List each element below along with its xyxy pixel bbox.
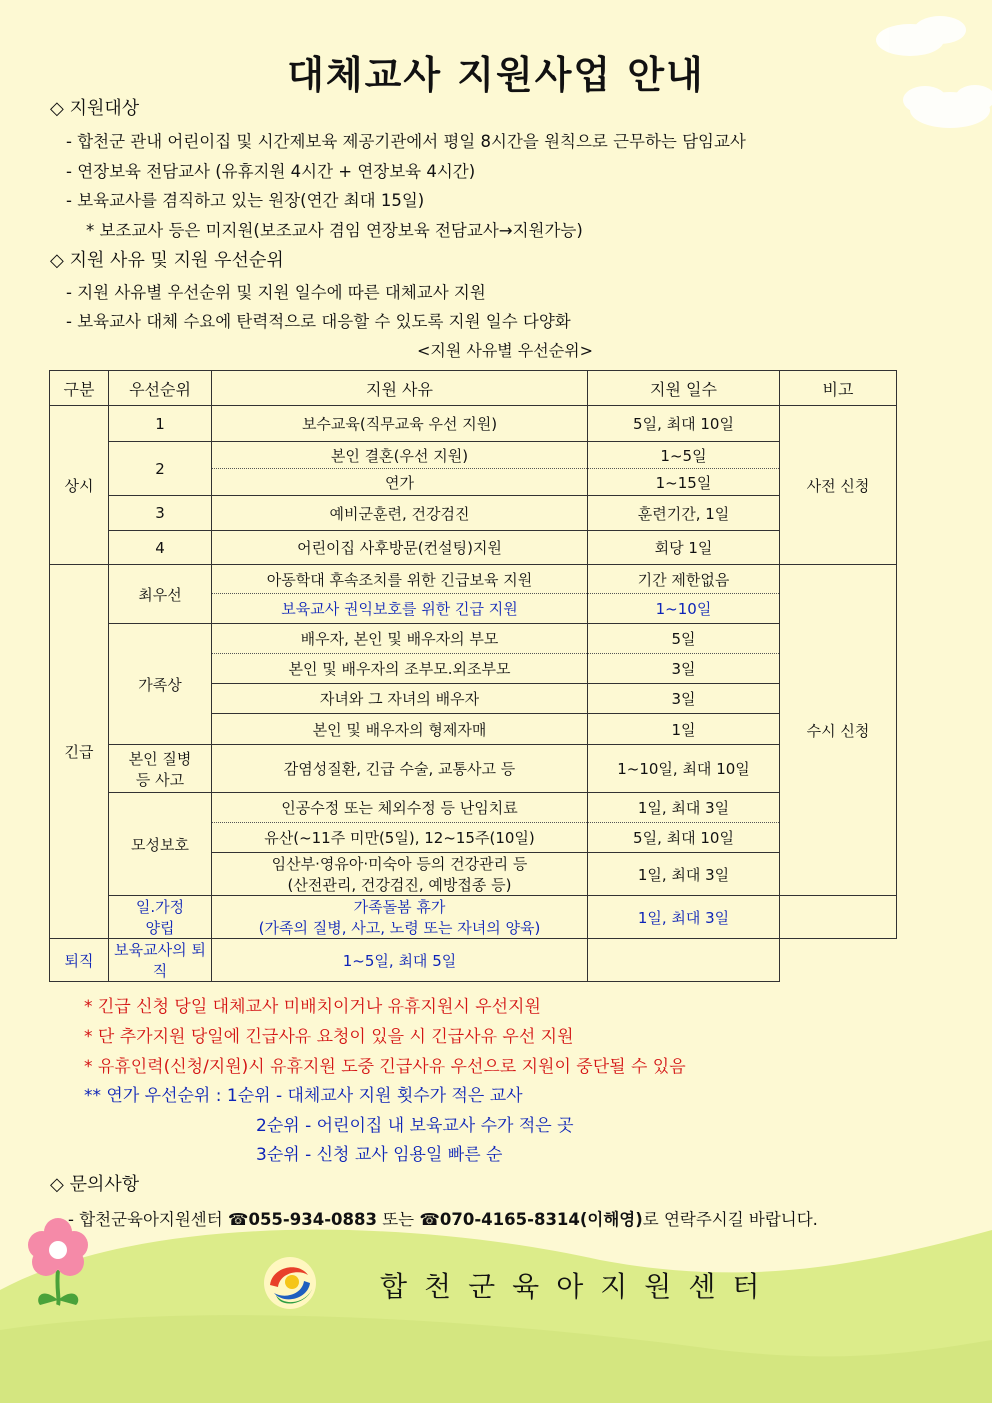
reason-cell	[212, 896, 588, 939]
logo-icon	[262, 1255, 318, 1311]
reason-cell: 아동학대 후속조치를 위한 긴급보육 지원	[212, 565, 588, 594]
contact-suffix: 로 연락주시길 바랍니다.	[642, 1210, 818, 1229]
priority-cell: 최우선	[109, 565, 212, 624]
priority-cell	[109, 896, 212, 939]
reason-cell	[212, 853, 588, 896]
note-empty	[588, 939, 780, 982]
reason-cell: 유산(~11주 미만(5일), 12~15주(10일)	[212, 823, 588, 853]
category-urgent: 긴급	[50, 565, 109, 939]
priority-cell: 가족상	[109, 624, 212, 745]
reason-line: (산전관리, 건강검진, 예방접종 등)	[287, 876, 512, 894]
notice-red: * 긴급 신청 당일 대체교사 미배치이거나 유휴지원시 우선지원	[84, 997, 541, 1017]
notice-red: * 단 추가지원 당일에 긴급사유 요청이 있을 시 긴급사유 우선 지원	[84, 1027, 574, 1047]
reason-item: - 보육교사 대체 수요에 탄력적으로 대응할 수 있도록 지원 일수 다양화	[66, 312, 571, 331]
reason-cell: 감염성질환, 긴급 수술, 교통사고 등	[212, 745, 588, 793]
contact-line	[68, 1206, 818, 1230]
target-note: * 보조교사 등은 미지원(보조교사 겸임 연장보육 전담교사→지원가능)	[86, 221, 583, 240]
target-item: - 합천군 관내 어린이집 및 시간제보육 제공기관에서 평일 8시간을 원칙으로 근무하는 담임교사	[66, 132, 746, 151]
days-cell: 1일	[588, 714, 780, 745]
header-category: 구분	[50, 371, 109, 406]
reason-cell: 배우자, 본인 및 배우자의 부모	[212, 624, 588, 654]
priority-cell: 1	[109, 406, 212, 442]
reason-cell: 연가	[212, 469, 588, 496]
reason-line: (가족의 질병, 사고, 노령 또는 자녀의 양육)	[258, 919, 541, 937]
days-cell: 1일, 최대 3일	[588, 853, 780, 896]
reason-cell: 보수교육(직무교육 우선 지원)	[212, 406, 588, 442]
header-priority: 우선순위	[109, 371, 212, 406]
reason-cell: 본인 및 배우자의 조부모.외조부모	[212, 654, 588, 684]
notice-blue: ** 연가 우선순위 : 1순위 - 대체교사 지원 횟수가 적은 교사	[84, 1086, 523, 1106]
reason-cell: 보육교사 권익보호를 위한 긴급 지원	[212, 594, 588, 624]
days-cell: 3일	[588, 684, 780, 714]
header-note: 비고	[780, 371, 897, 406]
notice-blue: 2순위 - 어린이집 내 보육교사 수가 적은 곳	[256, 1116, 574, 1136]
priority-cell: 퇴직	[50, 939, 109, 982]
table-caption: <지원 사유별 우선순위>	[416, 341, 594, 360]
footer-org-name: 합천군육아지원센터	[380, 1270, 777, 1303]
contact-prefix: - 합천군육아지원센터	[68, 1210, 228, 1229]
days-cell: 훈련기간, 1일	[588, 496, 780, 531]
days-cell: 3일	[588, 654, 780, 684]
contact-middle: 또는	[376, 1210, 420, 1229]
notice-red: * 유휴인력(신청/지원)시 유휴지원 도중 긴급사유 우선으로 지원이 중단될 수 있음	[84, 1057, 686, 1077]
priority-cell: 2	[109, 442, 212, 496]
reason-cell: 예비군훈련, 건강검진	[212, 496, 588, 531]
priority-cell: 4	[109, 531, 212, 565]
days-cell: 1~5일	[588, 442, 780, 469]
days-cell: 회당 1일	[588, 531, 780, 565]
reason-cell: 인공수정 또는 체외수정 등 난임치료	[212, 793, 588, 823]
priority-line: 등 사고	[135, 770, 185, 789]
page-title: 대체교사 지원사업 안내	[287, 53, 705, 97]
days-cell: 1~15일	[588, 469, 780, 496]
days-cell: 1일, 최대 3일	[588, 896, 780, 939]
days-cell: 1일, 최대 3일	[588, 793, 780, 823]
days-cell: 5일, 최대 10일	[588, 406, 780, 442]
target-item: - 연장보육 전담교사 (유휴지원 4시간 + 연장보육 4시간)	[66, 162, 476, 181]
reason-cell: 본인 및 배우자의 형제자매	[212, 714, 588, 745]
days-cell: 기간 제한없음	[588, 565, 780, 594]
reason-cell: 자녀와 그 자녀의 배우자	[212, 684, 588, 714]
days-cell: 5일	[588, 624, 780, 654]
reason-item: - 지원 사유별 우선순위 및 지원 일수에 따른 대체교사 지원	[66, 283, 486, 302]
priority-line: 일.가정	[135, 898, 185, 916]
days-cell: 5일, 최대 10일	[588, 823, 780, 853]
header-reason: 지원 사유	[212, 371, 588, 406]
priority-line: 양립	[145, 919, 175, 937]
section-contact-heading: ◇ 문의사항	[50, 1174, 140, 1195]
phone-number[interactable]: ☎070-4165-8314(이해영)	[419, 1210, 643, 1229]
header-days: 지원 일수	[588, 371, 780, 406]
priority-table	[49, 370, 897, 982]
reason-cell: 어린이집 사후방문(컨설팅)지원	[212, 531, 588, 565]
reason-cell: 본인 결혼(우선 지원)	[212, 442, 588, 469]
days-cell: 1~5일, 최대 5일	[212, 939, 588, 982]
reason-cell: 보육교사의 퇴직	[109, 939, 212, 982]
section-reason-heading: ◇ 지원 사유 및 지원 우선순위	[50, 250, 284, 271]
notice-blue: 3순위 - 신청 교사 임용일 빠른 순	[256, 1145, 503, 1165]
priority-cell: 3	[109, 496, 212, 531]
category-regular: 상시	[50, 406, 109, 565]
priority-cell: 모성보호	[109, 793, 212, 896]
note-regular: 사전 신청	[780, 406, 897, 565]
note-urgent: 수시 신청	[780, 565, 897, 896]
priority-line: 본인 질병	[128, 749, 192, 768]
note-empty	[780, 896, 897, 939]
target-item: - 보육교사를 겸직하고 있는 원장(연간 최대 15일)	[66, 191, 425, 210]
reason-line: 임산부·영유아·미숙아 등의 건강관리 등	[271, 855, 528, 873]
phone-number[interactable]: ☎055-934-0883	[227, 1210, 377, 1229]
reason-line: 가족돌봄 휴가	[353, 898, 446, 916]
days-cell: 1~10일	[588, 594, 780, 624]
priority-cell	[109, 745, 212, 793]
section-target-heading: ◇ 지원대상	[50, 98, 140, 119]
days-cell: 1~10일, 최대 10일	[588, 745, 780, 793]
